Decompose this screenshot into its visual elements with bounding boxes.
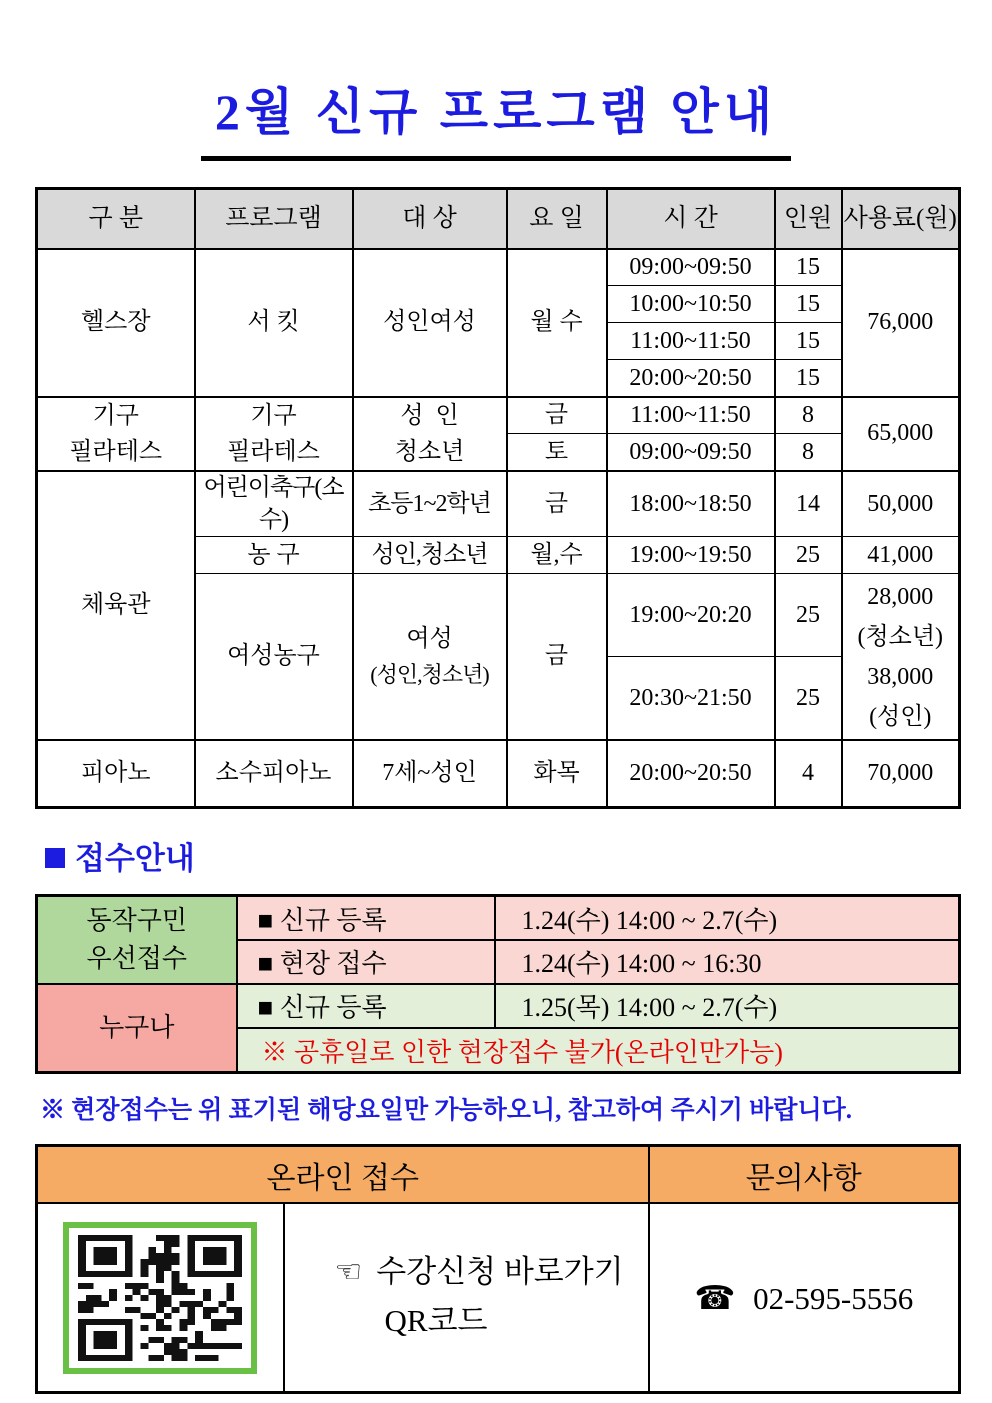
pilates-day-cell: 금 (507, 397, 607, 434)
col-header-day: 요 일 (507, 189, 607, 249)
piano-program-cell: 소수피아노 (195, 740, 353, 808)
basketball-target-cell: 성인,청소년 (353, 537, 507, 574)
priority-period: 1.24(수) 14:00 ~ 2.7(수) (495, 896, 960, 940)
health-capacity-cell: 15 (775, 249, 842, 286)
pilates-time-cell: 11:00~11:50 (607, 397, 775, 434)
table-row (37, 397, 960, 434)
womens-bb-time-cell: 19:00~20:20 (607, 574, 775, 657)
health-time-cell: 09:00~09:50 (607, 249, 775, 286)
title-section (0, 0, 992, 161)
pilates-day-cell: 토 (507, 434, 607, 471)
piano-capacity-cell: 4 (775, 740, 842, 808)
health-days-cell: 월 수 (507, 249, 607, 397)
phone-cell (649, 1203, 960, 1393)
health-capacity-cell: 15 (775, 323, 842, 360)
priority-group-label: 동작구민 우선접수 (37, 896, 237, 984)
soccer-day-cell: 금 (507, 471, 607, 537)
walk-in-note: ※ 현장접수는 위 표기된 해당요일만 가능하오니, 참고하여 주시기 바랍니다. (40, 1097, 853, 1125)
pilates-fee-cell: 65,000 (842, 397, 960, 471)
soccer-capacity-cell: 14 (775, 471, 842, 537)
pilates-program-cell: 기구 필라테스 (195, 397, 353, 471)
col-header-target: 대 상 (353, 189, 507, 249)
page-title: 2월 신규 프로그램 안내 (201, 72, 791, 161)
health-category-cell: 헬스장 (37, 249, 195, 397)
piano-time-cell: 20:00~20:50 (607, 740, 775, 808)
gym-category-cell: 체육관 (37, 471, 195, 740)
table-row (37, 740, 960, 808)
priority-item: ■ 현장 접수 (237, 940, 495, 984)
health-time-cell: 10:00~10:50 (607, 286, 775, 323)
womens-bb-capacity-cell: 25 (775, 657, 842, 740)
basketball-capacity-cell: 25 (775, 537, 842, 574)
basketball-time-cell: 19:00~19:50 (607, 537, 775, 574)
pilates-capacity-cell: 8 (775, 434, 842, 471)
piano-category-cell: 피아노 (37, 740, 195, 808)
qr-caption-text: 수강신청 바로가기 (376, 1254, 624, 1290)
womens-bb-program-cell: 여성농구 (195, 574, 353, 740)
womens-bb-day-cell: 금 (507, 574, 607, 740)
qr-frame (63, 1222, 257, 1374)
everyone-group-label: 누구나 (37, 984, 237, 1073)
health-program-cell: 서 킷 (195, 249, 353, 397)
col-header-capacity: 인원 (775, 189, 842, 249)
qr-cell (37, 1203, 284, 1393)
pointing-hand-icon: ☜ (334, 1254, 363, 1291)
pilates-capacity-cell: 8 (775, 397, 842, 434)
soccer-program-cell: 어린이축구(소수) (195, 471, 353, 537)
basketball-fee-cell: 41,000 (842, 537, 960, 574)
priority-item: ■ 신규 등록 (237, 896, 495, 940)
table-row (37, 249, 960, 286)
health-target-cell: 성인여성 (353, 249, 507, 397)
registration-table (35, 894, 961, 1074)
qr-caption-text2: QR코드 (384, 1302, 488, 1338)
womens-bb-fee-cell: 28,000 (청소년) 38,000 (성인) (842, 574, 960, 740)
basketball-program-cell: 농 구 (195, 537, 353, 574)
table-row (37, 984, 960, 1028)
table-row (37, 896, 960, 940)
soccer-fee-cell: 50,000 (842, 471, 960, 537)
phone-number: 02-595-5556 (753, 1281, 914, 1317)
col-header-program: 프로그램 (195, 189, 353, 249)
col-header-category: 구 분 (37, 189, 195, 249)
pilates-category-cell: 기구 필라테스 (37, 397, 195, 471)
program-table (35, 187, 961, 809)
contact-table (35, 1144, 961, 1394)
qr-caption-cell (284, 1203, 649, 1393)
inquiry-header: 문의사항 (649, 1146, 960, 1203)
womens-bb-time-cell: 20:30~21:50 (607, 657, 775, 740)
qr-code (78, 1235, 242, 1361)
table-row (37, 471, 960, 537)
program-table-header-row (37, 189, 960, 249)
pilates-time-cell: 09:00~09:50 (607, 434, 775, 471)
priority-period: 1.24(수) 14:00 ~ 16:30 (495, 940, 960, 984)
soccer-time-cell: 18:00~18:50 (607, 471, 775, 537)
piano-target-cell: 7세~성인 (353, 740, 507, 808)
soccer-target-cell: 초등1~2학년 (353, 471, 507, 537)
everyone-item: ■ 신규 등록 (237, 984, 495, 1028)
telephone-icon: ☎ (694, 1278, 736, 1318)
health-time-cell: 20:00~20:50 (607, 360, 775, 397)
square-bullet-icon (45, 848, 65, 868)
womens-bb-capacity-cell: 25 (775, 574, 842, 657)
col-header-time: 시 간 (607, 189, 775, 249)
piano-fee-cell: 70,000 (842, 740, 960, 808)
everyone-period: 1.25(목) 14:00 ~ 2.7(수) (495, 984, 960, 1028)
contact-header-row (37, 1146, 960, 1203)
col-header-fee: 사용료(원) (842, 189, 960, 249)
womens-bb-target-cell: 여성 (성인,청소년) (353, 574, 507, 740)
holiday-notice: ※ 공휴일로 인한 현장접수 불가(온라인만가능) (237, 1028, 960, 1073)
health-time-cell: 11:00~11:50 (607, 323, 775, 360)
contact-content-row (37, 1203, 960, 1393)
registration-heading (45, 833, 992, 878)
health-capacity-cell: 15 (775, 286, 842, 323)
piano-day-cell: 화목 (507, 740, 607, 808)
registration-heading-label: 접수안내 (75, 841, 195, 877)
basketball-day-cell: 월,수 (507, 537, 607, 574)
health-capacity-cell: 15 (775, 360, 842, 397)
pilates-target-cell: 성 인 청소년 (353, 397, 507, 471)
online-registration-header: 온라인 접수 (37, 1146, 649, 1203)
health-fee-cell: 76,000 (842, 249, 960, 397)
